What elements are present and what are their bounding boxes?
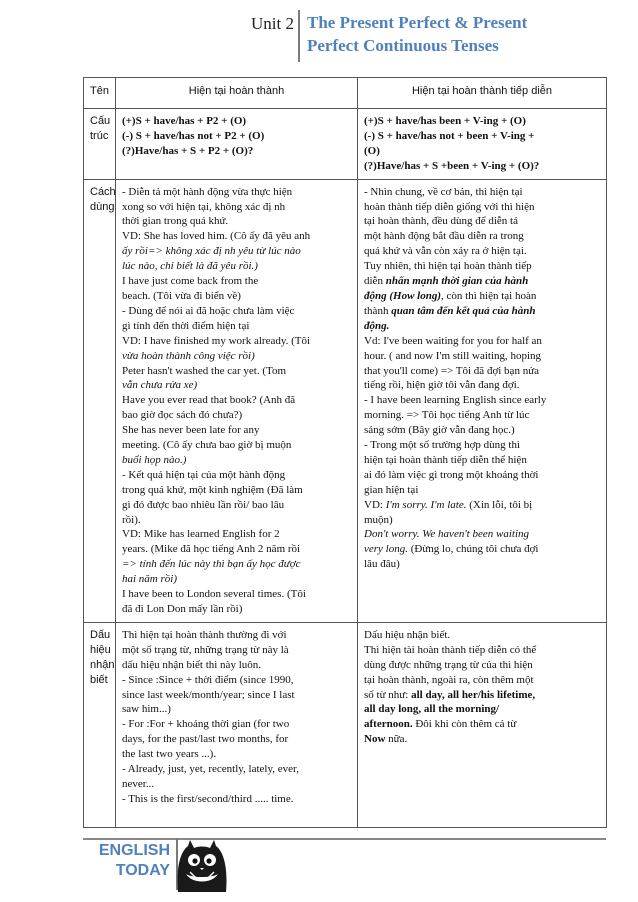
usage-line: đã đi Lon Don mấy lần rồi) [122,603,243,615]
signs-line: tại hoàn thành, ngoài ra, còn thêm một [364,673,534,686]
structure-line: (?)Have/has + S + P2 + (O)? [122,144,254,157]
emphasis-text: động (How long) [364,289,442,302]
usage-line: hour. ( and now I'm still waiting, hoping [364,349,542,362]
header-present-perfect: Hiện tại hoàn thành [116,78,358,109]
usage-line: gian hiện tại [364,483,419,496]
page-title-line-2: Perfect Continuous Tenses [307,36,499,55]
usage-line: VD: I'm sorry. I'm late. (Xin lỗi, tôi bị [364,498,533,511]
usage-line: Tuy nhiên, thì hiện tại hoàn thành tiếp [364,260,532,273]
usage-line: diễn nhấn mạnh thời gian của hành [364,275,529,288]
signs-line: all day long, all the morning/ [364,703,500,716]
structure-line: (O) [364,144,380,157]
row-label-signs: Dấu hiệu nhận biết [84,622,116,827]
usage-line: Vd: I've been waiting for you for half an [364,334,542,347]
usage-line: - Dùng để nói ai đã hoặc chưa làm việc [122,304,295,317]
usage-line: VD: Mike has learned English for 2 [122,528,280,541]
usage-line: gì tính đến thời điểm hiện tại [122,319,250,332]
usage-line: - Trong một số trường hợp dùng thì [364,439,521,452]
unit-label: Unit 2 [251,14,294,33]
usage-line: - Nhìn chung, về cơ bản, thì hiện tại [364,185,523,198]
usage-line: I have been to London several times. (Tôi [122,588,306,601]
header-present-perfect-continuous: Hiện tại hoàn thành tiếp diễn [358,78,607,109]
usage-line: hoàn thành tiếp diễn giống với thì hiện [364,200,535,213]
signs-line: saw him...) [122,703,171,716]
table-row-structure [84,109,607,180]
table-row-usage [84,179,607,622]
signs-present-perfect-continuous [358,622,607,827]
usage-line: Peter hasn't washed the car yet. (Tom [122,364,287,377]
usage-line: years. (Mike đã học tiếng Anh 2 năm rồi [122,543,301,556]
usage-line: ấy rồi=> không xác đị nh yêu từ lúc nào [122,245,301,258]
structure-line: (?)Have/has + S +been + V-ing + (O)? [364,159,540,172]
totoro-mascot-icon [172,838,232,894]
tense-comparison-table [83,77,607,828]
usage-line: ai đó làm việc gì trong một khoảng thời [364,468,539,481]
emphasis-text: afternoon. [364,718,413,731]
usage-present-perfect-continuous [358,179,607,622]
usage-line: very long. (Đừng lo, chúng tôi chưa đợi [364,543,539,556]
usage-line: that you'll come) => Tôi đã đợi bạn nửa [364,364,540,377]
signs-line: dùng được những trạng từ của thì hiện [364,658,533,671]
usage-line: hai năm rồi) [122,573,177,586]
signs-line: số từ như: all day, all her/his lifetime, [364,688,536,701]
usage-line: thời gian trong quá khứ. [122,215,229,228]
signs-line: Thì hiện tài hoàn thành tiếp diễn có thể [364,643,537,656]
emphasis-text: nhấn mạnh thời gian của hành [385,275,529,288]
signs-line: Thì hiện tại hoàn thành thường đi với [122,628,287,641]
signs-line: - Since :Since + thời điểm (since 1990, [122,673,294,686]
emphasis-text: Now [364,733,386,746]
signs-line: Dấu hiệu nhận biết. [364,628,451,641]
usage-line: vừa hoàn thành công việc rồi) [122,349,255,362]
usage-line: tiếng rồi, hiện giờ tôi vẫn đang đợi. [364,379,520,392]
usage-line: thành quan tâm đến kết quả của hành [364,304,536,317]
usage-line: She has never been late for any [122,424,260,437]
usage-line: sáng sớm (Bây giờ vẫn đang học.) [364,424,515,437]
page-title-line-1: The Present Perfect & Present [307,13,528,32]
signs-line: một số trạng từ, những trạng từ này là [122,643,289,656]
usage-line: lâu đâu) [364,558,400,571]
signs-line: - This is the first/second/third ..... time. [122,792,294,805]
usage-line: morning. => Tôi học tiếng Anh từ lúc [364,409,530,422]
table-row-signs [84,622,607,827]
structure-line: (-) S + have/has not + been + V-ing + [364,129,535,142]
usage-line: một hành động bắt đầu diễn ra trong [364,230,524,243]
usage-line: lúc nào, chỉ biết là đã yêu rồi.) [122,260,258,273]
signs-line: days, for the past/last two months, for [122,733,289,746]
usage-line: bao giờ đọc sách đó chưa?) [122,409,243,422]
signs-line: Now nữa. [364,733,408,746]
signs-line: - For :For + khoảng thời gian (for two [122,718,290,731]
header-divider [298,10,300,62]
structure-line: (+)S + have/has + P2 + (O) [122,115,247,127]
row-label-structure: Cấu trúc [84,109,116,180]
signs-line: since last week/month/year; since I last [122,688,295,701]
usage-line: trong quá khứ, một kinh nghiệm (Đã làm [122,483,303,496]
row-label-usage: Cách dùng [84,179,116,622]
emphasis-text: quan tâm đến kết quả của hành [391,304,536,317]
usage-line: gì đó được bao nhiêu lần rồi/ bao lâu [122,498,285,511]
usage-line: muộn) [364,513,393,526]
structure-present-perfect-continuous [358,109,607,180]
structure-line: (-) S + have/has not + P2 + (O) [122,129,265,142]
usage-line: VD: She has loved him. (Cô ấy đã yêu anh [122,230,311,243]
emphasis-text: all day, all her/his lifetime, [411,688,536,701]
page-header [0,10,638,60]
table-header-row [84,78,607,109]
signs-present-perfect [116,622,358,827]
signs-line: dấu hiệu nhận biết thì này luôn. [122,658,261,671]
usage-line: VD: I have finished my work already. (Tôi [122,334,311,347]
usage-line: Have you ever read that book? (Anh đã [122,394,296,407]
usage-line: - Kết quả hiện tại của một hành động [122,468,286,481]
usage-line: Don't worry. We haven't been waiting [364,528,530,541]
usage-line: quá khứ và vẫn còn xảy ra ở hiện tại. [364,245,527,258]
usage-line: I have just come back from the [122,275,259,288]
usage-present-perfect [116,179,358,622]
signs-line: afternoon. Đôi khi còn thêm cả từ [364,718,517,731]
usage-line: - Diễn tả một hành động vừa thực hiện [122,185,293,198]
structure-line: (+)S + have/has been + V-ing + (O) [364,115,526,127]
usage-line: meeting. (Cô ấy chưa bao giờ bị muộn [122,439,292,452]
signs-line: - Already, just, yet, recently, lately, ever, [122,763,300,776]
footer-brand-line-2: TODAY [115,862,170,879]
signs-line: never... [122,777,155,790]
usage-line: hiện tại hoàn thành tiếp diễn thể hiện [364,453,527,466]
footer-brand-line-1: ENGLISH [98,842,170,859]
usage-line: xong so với hiện tại, không xác đị nh [122,200,286,213]
usage-line: động (How long), còn thì hiện tại hoàn [364,289,537,302]
usage-line: buổi họp nào.) [122,453,187,466]
usage-line: beach. (Tôi vừa đi biển về) [122,289,241,302]
usage-line: vẫn chưa rửa xe) [122,379,198,392]
usage-line: => tính đến lúc này thì bạn ấy học được [122,558,301,571]
usage-line: tại hoàn thành, đều dùng để diễn tả [364,215,518,228]
structure-present-perfect [116,109,358,180]
usage-line: - I have been learning English since early [364,394,547,407]
usage-line: rồi). [122,513,141,526]
header-name: Tên [84,78,116,109]
usage-line: động. [364,319,390,332]
signs-line: the last two years ...). [122,748,217,761]
